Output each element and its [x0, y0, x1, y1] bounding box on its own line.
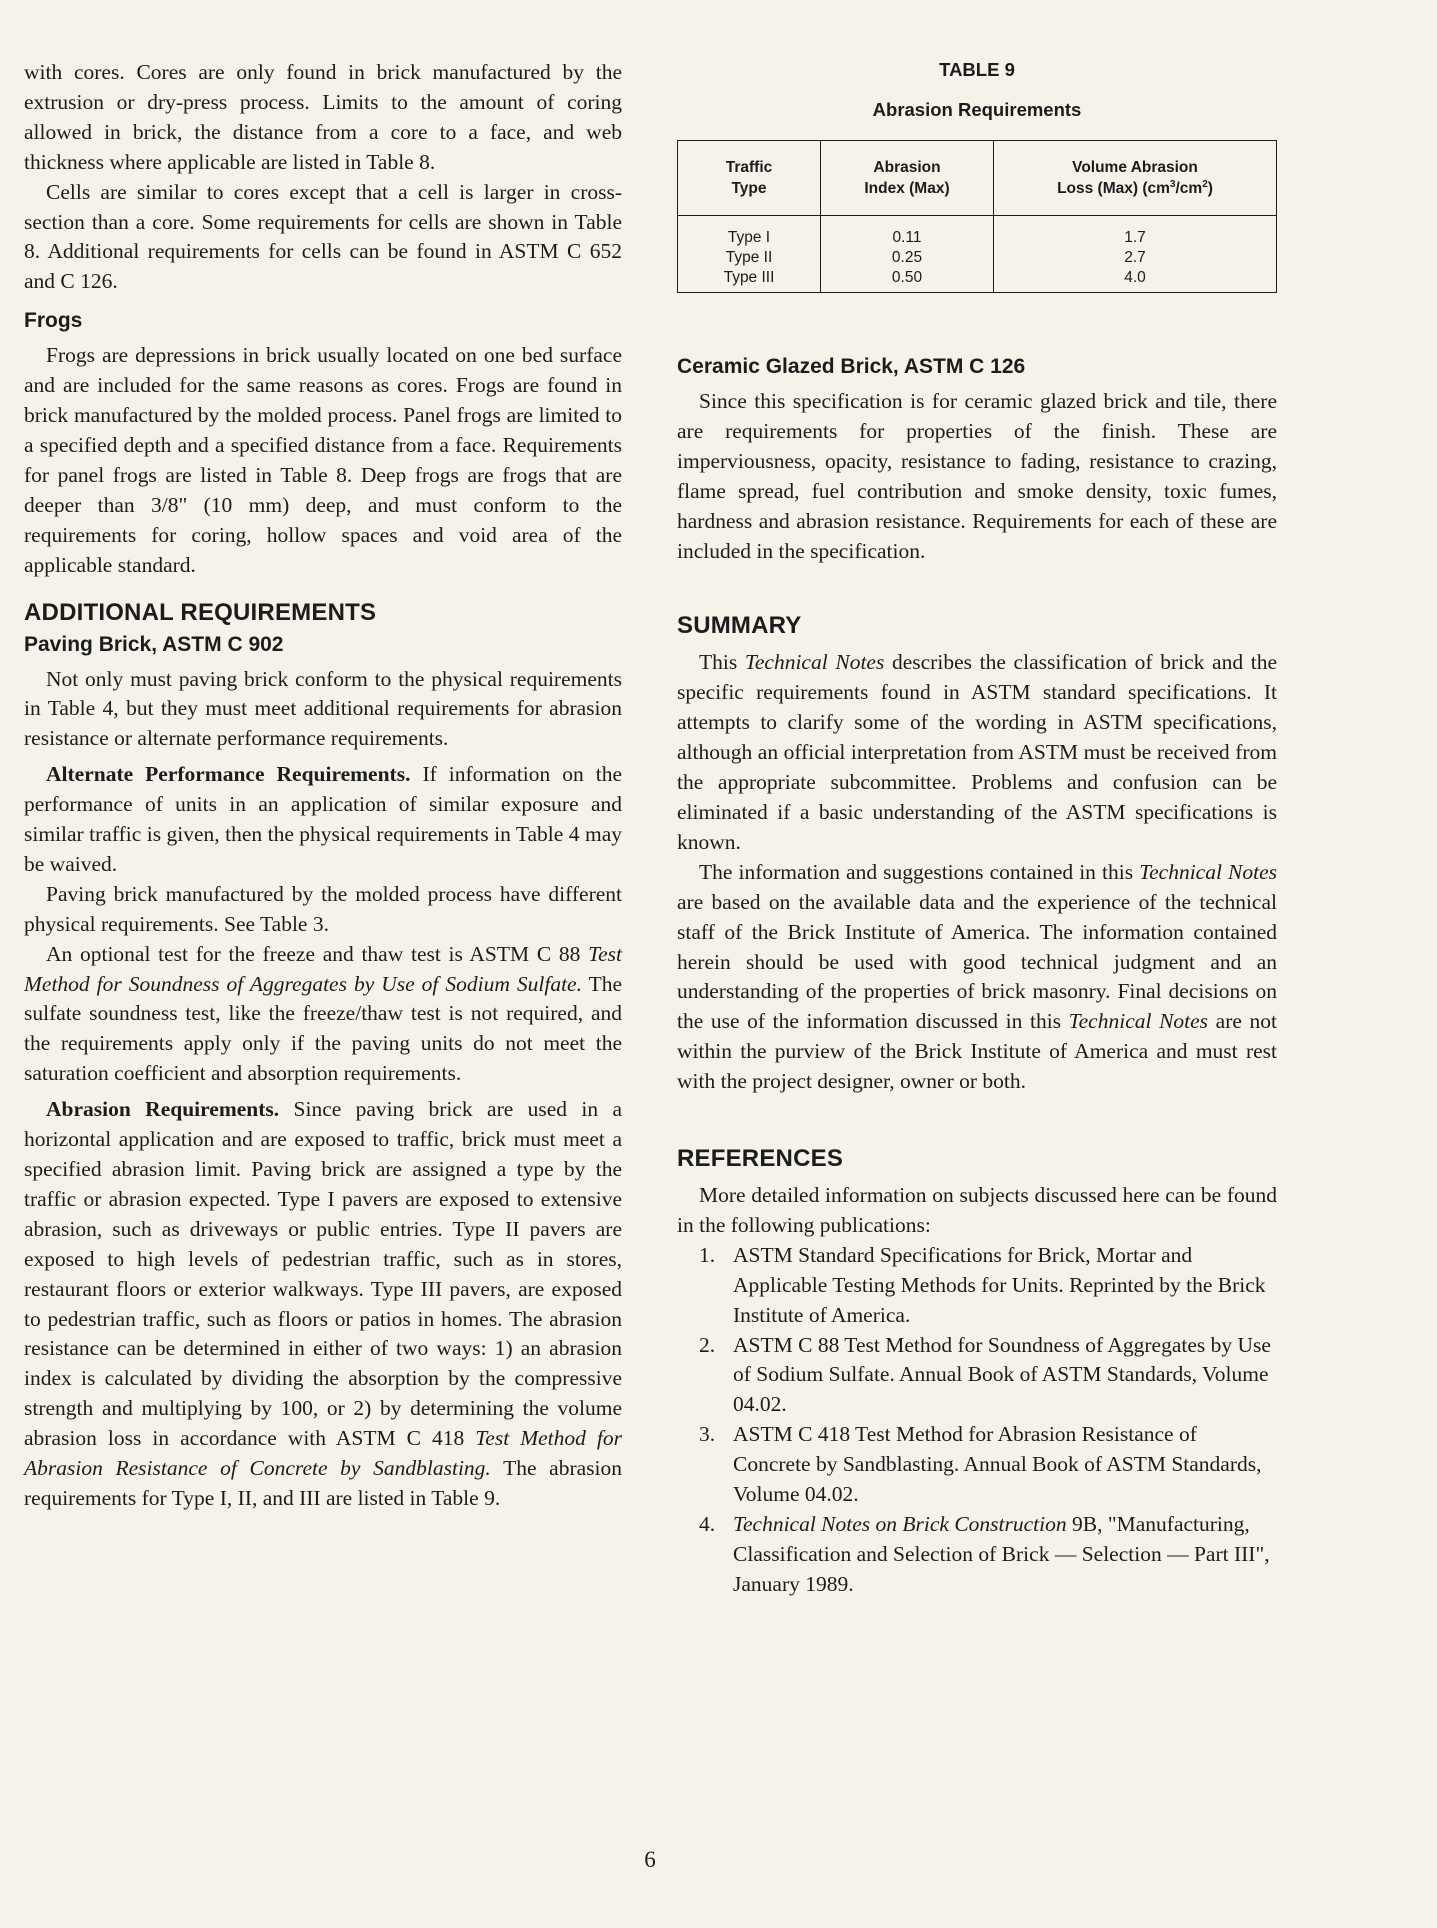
traffic-type-cell: Type II [678, 248, 821, 268]
frogs-paragraph: Frogs are depressions in brick usually located on one bed surface and are included for the same reasons as cores. Frogs are found in brick manufactured by the molded process. Panel frogs are limited to a specified depth and a specified distance from a face. Requirements for panel frogs are listed in Table 8. Deep frogs are frogs that are deeper than 3/8" (10 mm) deep, and must conform to the requirements for coring, hollow spaces and void area of the applicable standard. [24, 343, 622, 577]
table-row [678, 216, 1277, 249]
volume-loss-cell: 1.7 [994, 216, 1277, 249]
cores-paragraph: with cores. Cores are only found in brick manufactured by the extrusion or dry-press process. Limits to the amount of coring allowed in brick, the distance from a core to a face, and web thickness where applicable are listed in Table 8. [24, 60, 622, 174]
summary-paragraph-1: This Technical Notes describes the classification of brick and the specific requirements found in ASTM standard specifications. It attempts to clarify some of the wording in ASTM specifications, although an official interpretation from ASTM must be received from the appropriate subcommittee. Problems and confusion can be eliminated if a basic understanding of the ASTM specifications is known. [677, 650, 1277, 854]
alternate-performance-runin: Alternate Performance Requirements. [46, 762, 411, 787]
table-9-number: TABLE 9 [939, 59, 1015, 80]
optional-test-text-a: An optional test for the freeze and thaw test is ASTM C 88 [46, 941, 589, 966]
technical-notes-italic: Technical Notes [1068, 1009, 1209, 1034]
volume-loss-cell: 4.0 [994, 268, 1277, 293]
additional-requirements-heading: ADDITIONAL REQUIREMENTS [24, 598, 377, 626]
summary-paragraph-2: The information and suggestions contained in this Technical Notes are based on the available data and the experience of the technical staff of the Brick Institute of America. The information contained herein should be used with good technical judgment and an understanding of the properties of brick masonry. Final decisions on the use of the information discussed in this Technical Notes are not within the purview of the Brick Institute of America and must rest with the project designer, owner or both. [677, 859, 1277, 1094]
optional-test-paragraph [24, 940, 622, 1090]
summary-heading: SUMMARY [677, 612, 802, 640]
paving-brick-heading: Paving Brick, ASTM C 902 [24, 632, 284, 656]
volume-loss-cell: 2.7 [994, 248, 1277, 268]
abrasion-index-cell: 0.11 [821, 216, 994, 249]
header-volume-abrasion-loss: Volume Abrasion Loss (Max) $(cm^3/cm^2)$ [994, 141, 1277, 216]
table-header-row [678, 141, 1277, 216]
alternate-performance-paragraph [24, 760, 622, 880]
technical-notes-italic: Technical Notes [1139, 859, 1277, 884]
technical-notes-italic: Technical Notes [744, 650, 885, 675]
references-list [677, 1241, 1277, 1600]
abrasion-text-b: The abrasion requirements for Type I, II, and III are listed in Table 9. [24, 1456, 622, 1510]
optional-test-title: Test Method for Soundness of Aggregates by Use of Sodium Sulfate. [24, 941, 622, 996]
list-item: 1. ASTM Standard Specifications for Brick, Mortar and Applicable Testing Methods for Units. Reprinted by the Brick Institute of America. [699, 1242, 1266, 1327]
alternate-performance-text: If information on the performance of units in an application of similar exposure and similar traffic is given, then the physical requirements in Table 4 may be waived. [24, 762, 622, 876]
header-traffic-type: Traffic Type [678, 141, 821, 216]
technical-notes-series-italic: Technical Notes on Brick Construction [733, 1512, 1067, 1536]
references-intro: More detailed information on subjects discussed here can be found in the following publications: [677, 1183, 1277, 1237]
frogs-heading: Frogs [24, 309, 83, 333]
list-item: 2. ASTM C 88 Test Method for Soundness of Aggregates by Use of Sodium Sulfate. Annual Book of ASTM Standards, Volume 04.02. [699, 1332, 1271, 1417]
table-9-title: Abrasion Requirements [872, 99, 1082, 120]
right-column [677, 58, 1277, 1600]
left-column [24, 58, 622, 1514]
abrasion-index-cell: 0.50 [821, 268, 994, 293]
paving-intro-paragraph: Not only must paving brick conform to the physical requirements in Table 4, but they must meet additional requirements for abrasion resistance or alternate performance requirements. [24, 666, 622, 751]
list-item: 3. ASTM C 418 Test Method for Abrasion Resistance of Concrete by Sandblasting. Annual Book of ASTM Standards, Volume 04.02. [699, 1422, 1262, 1507]
list-item: 4. Technical Notes on Brick Construction 9B, "Manufacturing, Classification and Selection of Brick — Selection — Part III", January 1989. [699, 1512, 1270, 1596]
abrasion-index-cell: 0.25 [821, 248, 994, 268]
references-heading: REFERENCES [677, 1145, 844, 1173]
abrasion-text-a: Since paving brick are used in a horizontal application and are exposed to traffic, brick must meet a specified abrasion limit. Paving brick are assigned a type by the traffic or abrasion expected. Type I pavers are exposed to extensive abrasion, such as driveways or public entries. Type II pavers are exposed to high levels of pedestrian traffic, such as in stores, restaurant floors or exterior walkways. Type III pavers, are exposed to pedestrian traffic, such as floors or patios in homes. The abrasion resistance can be determined in either of two ways: 1) an abrasion index is calculated by dividing the absorption by the compressive strength and multiplying by 100, or 2) by determining the volume abrasion loss in accordance with ASTM C 418 [24, 1097, 622, 1451]
table-row [678, 268, 1277, 293]
abrasion-requirements-runin: Abrasion Requirements. [46, 1097, 280, 1122]
traffic-type-cell: Type I [678, 216, 821, 249]
abrasion-requirements-paragraph [24, 1095, 622, 1514]
ceramic-glazed-heading: Ceramic Glazed Brick, ASTM C 126 [677, 355, 1026, 378]
abrasion-requirements-table [677, 140, 1277, 293]
traffic-type-cell: Type III [678, 268, 821, 293]
cells-paragraph: Cells are similar to cores except that a cell is larger in cross-section than a core. Some requirements for cells are shown in Table 8. Additional requirements for cells can be found in ASTM C 652 and C 126. [24, 179, 622, 294]
abrasion-test-title: Test Method for Abrasion Resistance of Concrete by Sandblasting. [24, 1426, 622, 1481]
page-number: 6 [644, 1847, 656, 1872]
optional-test-text-b: The sulfate soundness test, like the freeze/thaw test is not required, and the requirements apply only if the paving units do not meet the saturation coefficient and absorption requirements. [24, 971, 622, 1086]
ceramic-glazed-paragraph: Since this specification is for ceramic glazed brick and tile, there are requirements for properties of the finish. These are imperviousness, opacity, resistance to fading, resistance to crazing, flame spread, fuel contribution and smoke density, toxic fumes, hardness and abrasion resistance. Requirements for each of these are included in the specification. [677, 389, 1277, 563]
molded-process-paragraph: Paving brick manufactured by the molded process have different physical requirements. See Table 3. [24, 881, 622, 936]
header-abrasion-index: Abrasion Index (Max) [821, 141, 994, 216]
table-row [678, 248, 1277, 268]
